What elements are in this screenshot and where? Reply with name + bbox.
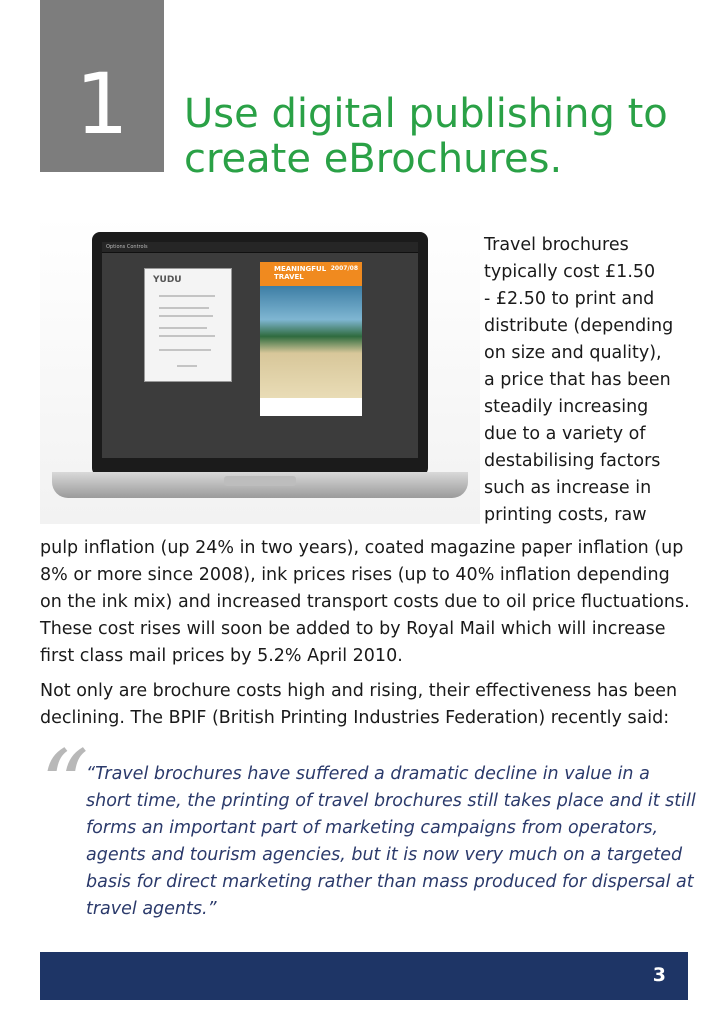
pull-quote — [86, 761, 696, 923]
yudu-logo: YUDU — [153, 275, 182, 285]
text-line — [159, 295, 215, 297]
quote-line: forms an important part of marketing campaigns from operators, — [86, 818, 659, 838]
laptop-illustration — [40, 216, 480, 524]
quote-line: travel agents.” — [86, 899, 217, 919]
laptop-base — [52, 472, 468, 498]
quote-line: short time, the printing of travel brochures still takes place and it still — [86, 791, 696, 811]
text-line: typically cost £1.50 — [484, 262, 656, 282]
text-line — [159, 335, 215, 337]
text-line — [177, 365, 197, 367]
quote-line: agents and tourism agencies, but it is now very much on a targeted — [86, 845, 683, 865]
text-line: first class mail prices by 5.2% April 2010. — [40, 646, 403, 666]
text-line: destabilising factors — [484, 451, 661, 471]
text-line: due to a variety of — [484, 424, 646, 444]
text-line: Not only are brochure costs high and rising, their effectiveness has been — [40, 681, 678, 701]
section-number: 1 — [75, 55, 129, 153]
text-line: printing costs, raw — [484, 505, 647, 525]
text-line: on the ink mix) and increased transport costs due to oil price fluctuations. — [40, 592, 690, 612]
laptop-trackpad — [224, 476, 296, 486]
text-line: 8% or more since 2008), ink prices rises (up to 40% inflation depending — [40, 565, 670, 585]
text-line: declining. The BPIF (British Printing Industries Federation) recently said: — [40, 708, 670, 728]
magazine-title: MEANINGFUL TRAVEL — [274, 265, 327, 281]
text-line: These cost rises will soon be added to by Royal Mail which will increase — [40, 619, 666, 639]
page-footer — [40, 952, 688, 1000]
text-line: a price that has been — [484, 370, 671, 390]
quote-line: “Travel brochures have suffered a dramatic decline in value in a — [86, 764, 650, 784]
text-line — [159, 349, 211, 351]
beach-photo — [260, 286, 362, 398]
text-line — [159, 307, 209, 309]
magazine-cover — [260, 262, 362, 416]
heading-line-2: create eBrochures. — [184, 136, 563, 182]
body-paragraph-1 — [40, 535, 688, 670]
text-line: distribute (depending — [484, 316, 674, 336]
text-line: steadily increasing — [484, 397, 649, 417]
quote-mark-icon: “ — [40, 730, 90, 842]
section-number-box — [40, 0, 164, 172]
magazine-date: 2007/08 — [330, 265, 358, 272]
page-number: 3 — [652, 964, 666, 986]
text-line: pulp inflation (up 24% in two years), coated magazine paper inflation (up — [40, 538, 684, 558]
magazine-masthead — [260, 262, 362, 286]
text-line: Travel brochures — [484, 235, 629, 255]
magazine-footer — [260, 398, 362, 416]
text-line — [159, 315, 213, 317]
heading-line-1: Use digital publishing to — [184, 91, 668, 137]
quote-line: basis for direct marketing rather than mass produced for dispersal at — [86, 872, 694, 892]
text-line — [159, 327, 207, 329]
body-paragraph-2 — [40, 678, 688, 732]
screen-welcome-page — [144, 268, 232, 382]
laptop-screen-frame — [92, 232, 428, 476]
text-line: such as increase in — [484, 478, 652, 498]
text-line: - £2.50 to print and — [484, 289, 655, 309]
screen-toolbar: Options Controls — [102, 242, 418, 253]
section-heading — [184, 92, 704, 182]
laptop-screen — [102, 242, 418, 458]
side-text-column — [484, 232, 688, 529]
text-line: on size and quality), — [484, 343, 662, 363]
